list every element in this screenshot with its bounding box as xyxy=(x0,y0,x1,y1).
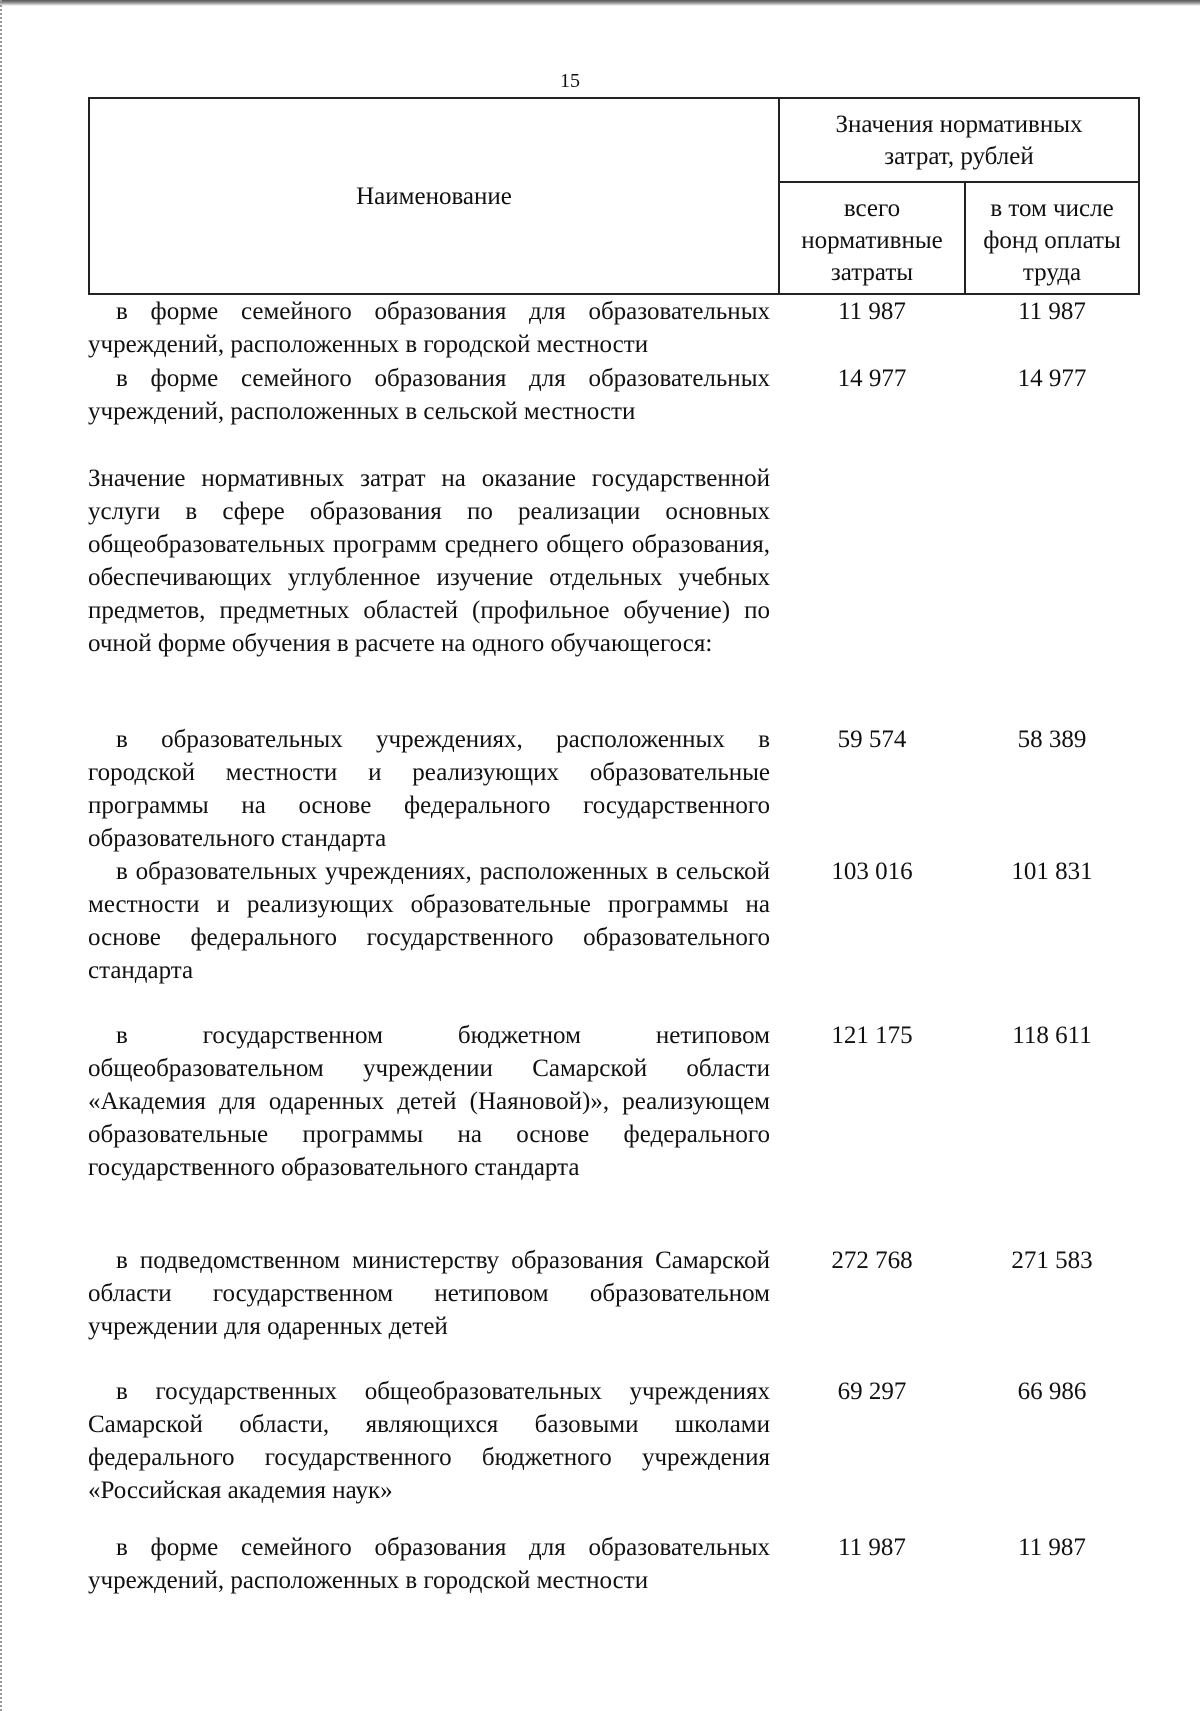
header-fot-label: в том числе фонд оплаты труда xyxy=(983,195,1121,286)
row-text: в образовательных учреждениях, расположенных в городской местности и реализующих образовательные программы на основе федерального государственного образовательного стандарта xyxy=(88,726,770,852)
section-heading-text: Значение нормативных затрат на оказание государственной услуги в сфере образования по реализации основных общеобразовательных программ среднего общего образования, обеспечивающих углубленное изучение отдельных учебных предметов, предметных областей (профильное обучение) по очной форме обучения в расчете на одного обучающегося: xyxy=(88,465,770,657)
row-text: в форме семейного образования для образовательных учреждений, расположенных в городской местности xyxy=(88,1534,770,1594)
row-total-value: 11 987 xyxy=(838,1534,906,1561)
row-total-value: 69 297 xyxy=(837,1378,907,1405)
row-fot-value: 11 987 xyxy=(1018,298,1086,325)
header-name-label: Наименование xyxy=(356,183,512,210)
header-name-cell xyxy=(88,97,780,295)
page-number: 15 xyxy=(560,70,580,92)
row-total-value: 14 977 xyxy=(837,365,907,392)
header-values-group-label: Значения нормативных затрат, рублей xyxy=(835,111,1083,170)
row-text: в образовательных учреждениях, расположенных в сельской местности и реализующих образовательные программы на основе федерального государственного образовательного стандарта xyxy=(88,858,770,984)
row-fot-value: 14 977 xyxy=(1017,365,1087,392)
row-total-value: 103 016 xyxy=(831,858,913,885)
header-values-group-cell xyxy=(778,97,1140,183)
row-text: в государственных общеобразовательных учреждениях Самарской области, являющихся базовыми школами федерального государственного бюджетного учреждения «Российская академия наук» xyxy=(88,1378,770,1504)
scan-edge-left xyxy=(0,0,5,1711)
row-text: в государственном бюджетном нетиповом общеобразовательном учреждении Самарской области «Академия для одаренных детей (Наяновой)», реализующем образовательные программы на основе федерального государственного образовательного стандарта xyxy=(88,1022,770,1181)
row-fot-value: 271 583 xyxy=(1011,1247,1093,1274)
row-fot-value: 118 611 xyxy=(1012,1022,1092,1049)
row-fot-value: 66 986 xyxy=(1017,1378,1087,1405)
row-total-value: 59 574 xyxy=(837,726,907,753)
row-fot-value: 58 389 xyxy=(1017,726,1087,753)
row-text: в форме семейного образования для образовательных учреждений, расположенных в городской местности xyxy=(88,298,770,358)
header-fot-cell xyxy=(964,181,1140,295)
row-fot-value: 101 831 xyxy=(1011,858,1093,885)
header-total-label: всего нормативные затраты xyxy=(801,195,943,286)
row-total-value: 121 175 xyxy=(831,1022,913,1049)
row-total-value: 272 768 xyxy=(831,1247,913,1274)
row-text: в подведомственном министерству образования Самарской области государственном нетиповом образовательном учреждении для одаренных детей xyxy=(88,1247,770,1340)
row-total-value: 11 987 xyxy=(838,298,906,325)
row-fot-value: 11 987 xyxy=(1018,1534,1086,1561)
header-total-cell xyxy=(778,181,966,295)
row-text: в форме семейного образования для образовательных учреждений, расположенных в сельской местности xyxy=(88,365,770,425)
scan-edge-top xyxy=(0,0,1200,6)
